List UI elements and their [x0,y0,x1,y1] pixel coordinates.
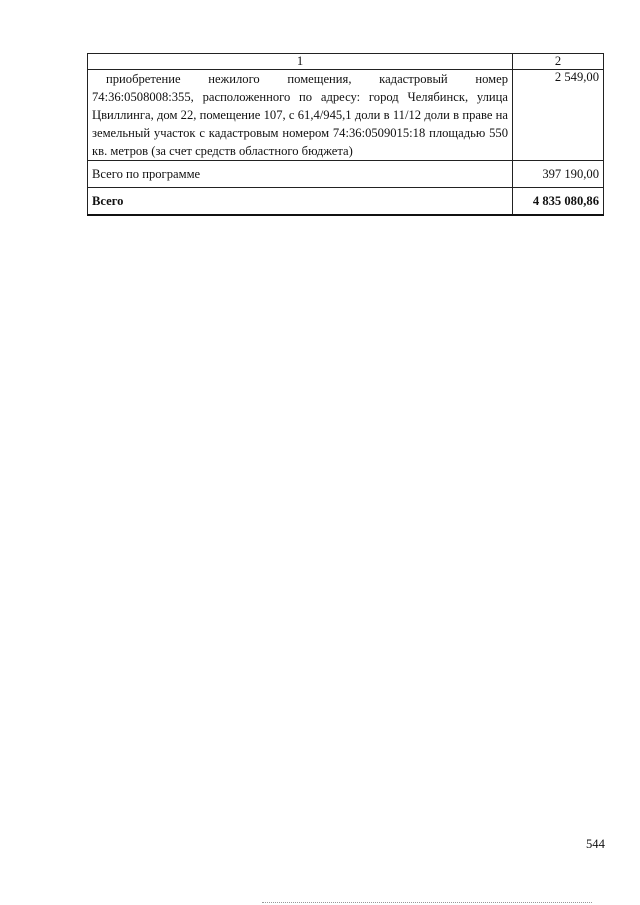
scan-artifact-line [262,902,592,903]
program-total-amount: 397 190,00 [513,161,604,188]
table-row-item [88,70,604,161]
budget-table [87,53,604,216]
table-row-grand-total [88,188,604,216]
program-total-label: Всего по программе [88,161,513,188]
grand-total-amount: 4 835 080,86 [513,188,604,216]
column-number-2: 2 [513,54,604,70]
grand-total-label: Всего [88,188,513,216]
item-description-cell [88,70,513,161]
item-description: приобретение нежилого помещения, кадастровый номер 74:36:0508008:355, расположенного по адресу: город Челябинск, улица Цвиллинга, дом 22, помещение 107, с 61,4/945,1 доли в 11/12 доли в праве на земельный участок с кадастровым номером 74:36:0509015:18 площадью 550 кв. метров (за счет средств областного бюджета) [92,72,508,158]
table-row-program-total [88,161,604,188]
page-number: 544 [586,837,605,851]
item-amount: 2 549,00 [513,70,604,161]
column-number-1: 1 [88,54,513,70]
column-number-row [88,54,604,70]
